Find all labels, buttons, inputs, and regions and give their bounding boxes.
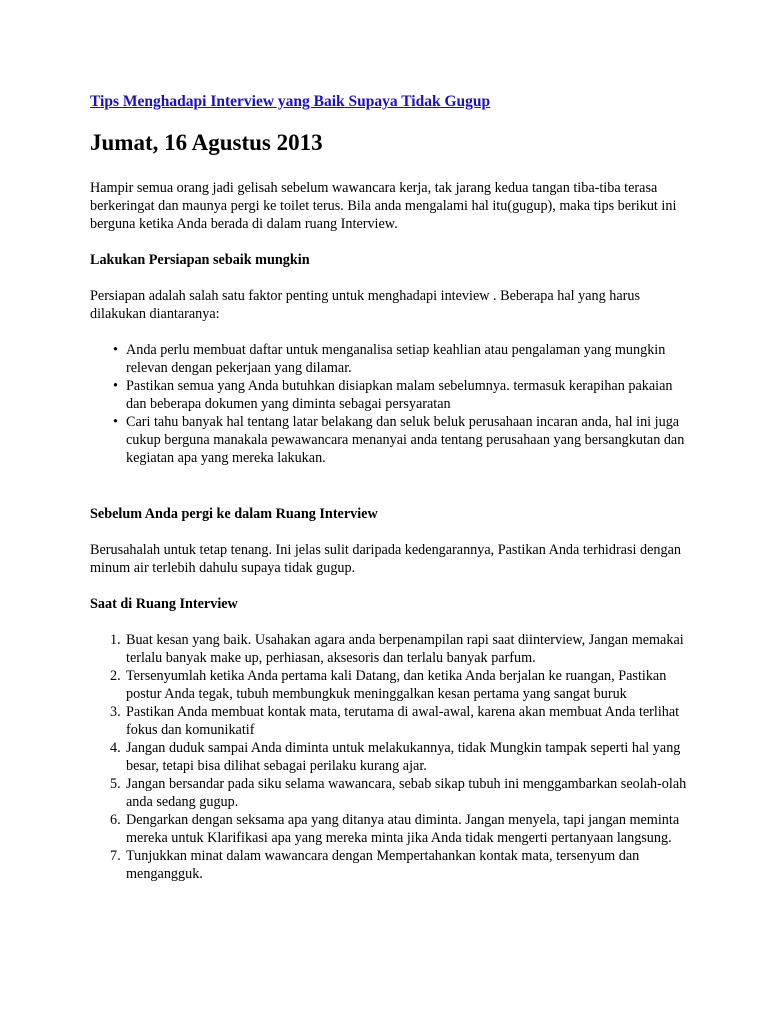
numbered-item xyxy=(90,667,690,703)
preparation-paragraph: Persiapan adalah salah satu faktor penting untuk menghadapi inteview . Beberapa hal yang harus dilakukan diantaranya: xyxy=(90,288,640,322)
bullet-marker: • xyxy=(113,414,118,430)
preparation-bullet-list xyxy=(90,341,690,467)
bullet-item xyxy=(90,377,690,413)
bullet-text: Anda perlu membuat daftar untuk menganalisa setiap keahlian atau pengalaman yang mungkin relevan dengan pekerjaan yang dilamar. xyxy=(126,342,666,376)
bullet-text: Cari tahu banyak hal tentang latar belakang dan seluk beluk perusahaan incaran anda, hal ini juga cukup berguna manakala pewawancara menanyai anda tentang perusahaan yang bersangkutan dan kegiatan apa yang mereka lakukan. xyxy=(126,414,685,466)
numbered-item xyxy=(90,631,690,667)
item-number: 3. xyxy=(110,704,121,720)
in-room-heading: Saat di Ruang Interview xyxy=(90,596,238,612)
document-page xyxy=(90,92,690,883)
bullet-item xyxy=(90,413,690,467)
in-room-numbered-list xyxy=(90,631,690,883)
numbered-item xyxy=(90,811,690,847)
item-number: 5. xyxy=(110,776,121,792)
item-number: 1. xyxy=(110,632,121,648)
numbered-item xyxy=(90,847,690,883)
item-number: 4. xyxy=(110,740,121,756)
bullet-marker: • xyxy=(113,342,118,358)
item-text: Tunjukkan minat dalam wawancara dengan Mempertahankan kontak mata, tersenyum dan mengangguk. xyxy=(126,848,640,882)
preparation-heading: Lakukan Persiapan sebaik mungkin xyxy=(90,252,310,268)
item-number: 6. xyxy=(110,812,121,828)
before-interview-paragraph: Berusahalah untuk tetap tenang. Ini jelas sulit daripada kedengarannya, Pastikan Anda terhidrasi dengan minum air terlebih dahulu supaya tidak gugup. xyxy=(90,542,681,576)
numbered-item xyxy=(90,775,690,811)
item-text: Pastikan Anda membuat kontak mata, terutama di awal-awal, karena akan membuat Anda terlihat fokus dan komunikatif xyxy=(126,704,680,738)
item-text: Tersenyumlah ketika Anda pertama kali Datang, dan ketika Anda berjalan ke ruangan, Pastikan postur Anda tegak, tubuh membungkuk meninggalkan kesan pertama yang sangat buruk xyxy=(126,668,667,702)
bullet-item xyxy=(90,341,690,377)
numbered-item xyxy=(90,739,690,775)
numbered-item xyxy=(90,703,690,739)
item-text: Dengarkan dengan seksama apa yang ditanya atau diminta. Jangan menyela, tapi jangan meminta mereka untuk Klarifikasi apa yang mereka minta jika Anda tidak mengerti pertanyaan langsung. xyxy=(126,812,680,846)
article-title-link[interactable]: Tips Menghadapi Interview yang Baik Supaya Tidak Gugup xyxy=(90,93,491,110)
post-date-heading: Jumat, 16 Agustus 2013 xyxy=(90,130,323,155)
item-number: 7. xyxy=(110,848,121,864)
bullet-text: Pastikan semua yang Anda butuhkan disiapkan malam sebelumnya. termasuk kerapihan pakaian dan beberapa dokumen yang diminta sebagai persyaratan xyxy=(126,378,673,412)
item-number: 2. xyxy=(110,668,121,684)
item-text: Jangan duduk sampai Anda diminta untuk melakukannya, tidak Mungkin tampak seperti hal yang besar, tetapi bisa dilihat sebagai perilaku kurang ajar. xyxy=(126,740,681,774)
bullet-marker: • xyxy=(113,378,118,394)
item-text: Buat kesan yang baik. Usahakan agara anda berpenampilan rapi saat diinterview, Jangan memakai terlalu banyak make up, perhiasan, aksesoris dan terlalu banyak parfum. xyxy=(126,632,684,666)
item-text: Jangan bersandar pada siku selama wawancara, sebab sikap tubuh ini menggambarkan seolah-olah anda sedang gugup. xyxy=(126,776,687,810)
intro-paragraph: Hampir semua orang jadi gelisah sebelum wawancara kerja, tak jarang kedua tangan tiba-tiba terasa berkeringat dan maunya pergi ke toilet terus. Bila anda mengalami hal itu(gugup), maka tips berikut ini berguna ketika Anda berada di dalam ruang Interview. xyxy=(90,180,677,232)
before-interview-heading: Sebelum Anda pergi ke dalam Ruang Interview xyxy=(90,506,378,522)
